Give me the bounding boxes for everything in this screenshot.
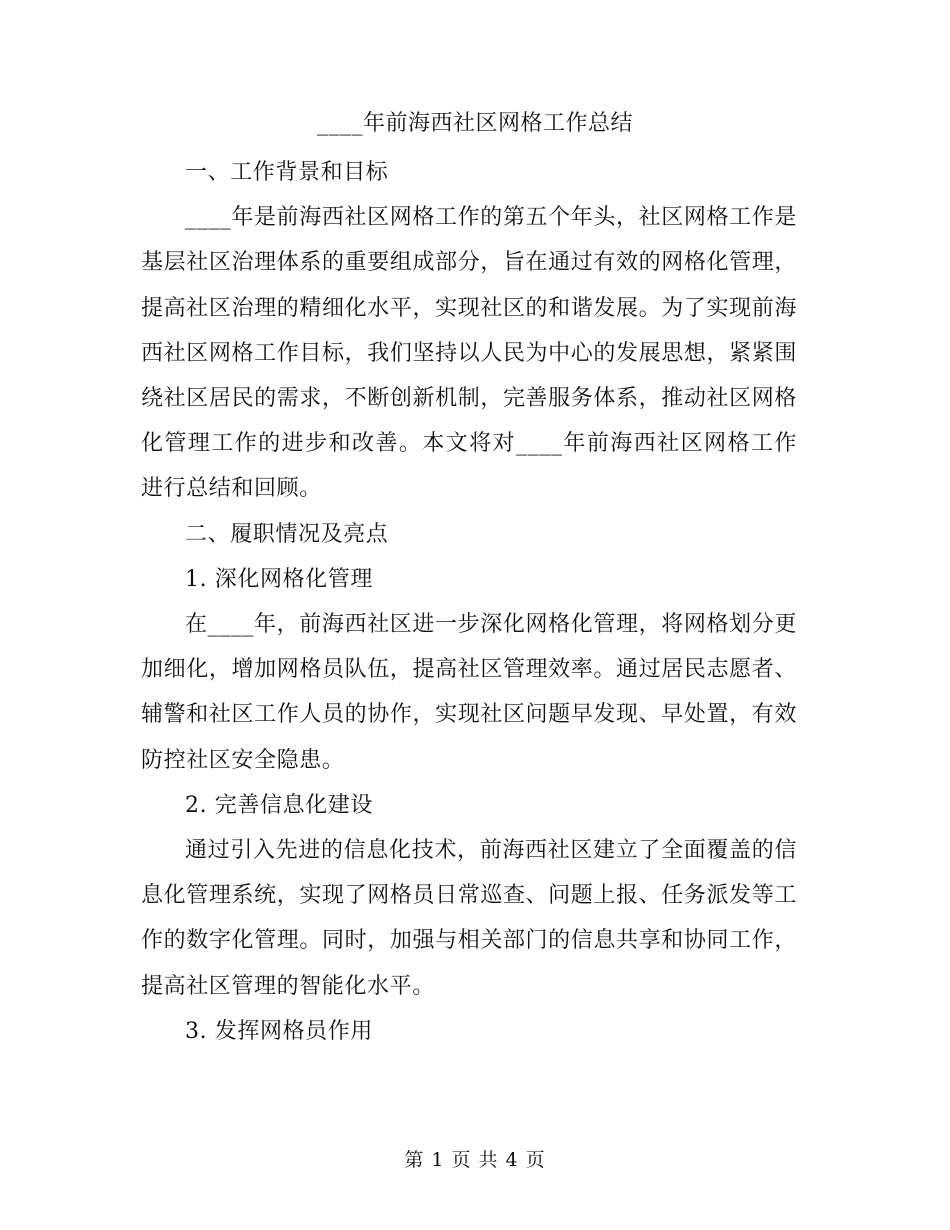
document-body bbox=[141, 150, 797, 1054]
document-title: ____年前海西社区网格工作总结 bbox=[316, 111, 633, 136]
section-heading-background: 一、工作背景和目标 bbox=[185, 160, 389, 185]
subheading-grid-staff-role: 3. 发挥网格员作用 bbox=[185, 1018, 373, 1044]
paragraph-informatization: 通过引入先进的信息化技术，前海西社区建立了全面覆盖的信息化管理系统，实现了网格员日常巡查、问题上报、任务派发等工作的数字化管理。同时，加强与相关部门的信息共享和协同工作，提高社区管理的智能化水平。 bbox=[141, 838, 797, 999]
page-footer: 第 1 页 共 4 页 bbox=[404, 1149, 546, 1171]
paragraph-grid-management: 在____年，前海西社区进一步深化网格化管理，将网格划分更加细化，增加网格员队伍，提高社区管理效率。通过居民志愿者、辅警和社区工作人员的协作，实现社区问题早发现、早处置，有效防控社区安全隐患。 bbox=[141, 612, 797, 773]
subheading-grid-management: 1. 深化网格化管理 bbox=[185, 566, 373, 592]
paragraph-background: ____年是前海西社区网格工作的第五个年头，社区网格工作是基层社区治理体系的重要组成部分，旨在通过有效的网格化管理，提高社区治理的精细化水平，实现社区的和谐发展。为了实现前海西社区网格工作目标，我们坚持以人民为中心的发展思想，紧紧围绕社区居民的需求，不断创新机制，完善服务体系，推动社区网格化管理工作的进步和改善。本文将对____年前海西社区网格工作进行总结和回顾。 bbox=[141, 205, 797, 502]
subheading-informatization: 2. 完善信息化建设 bbox=[185, 792, 373, 818]
section-heading-performance: 二、履职情况及亮点 bbox=[185, 521, 389, 547]
